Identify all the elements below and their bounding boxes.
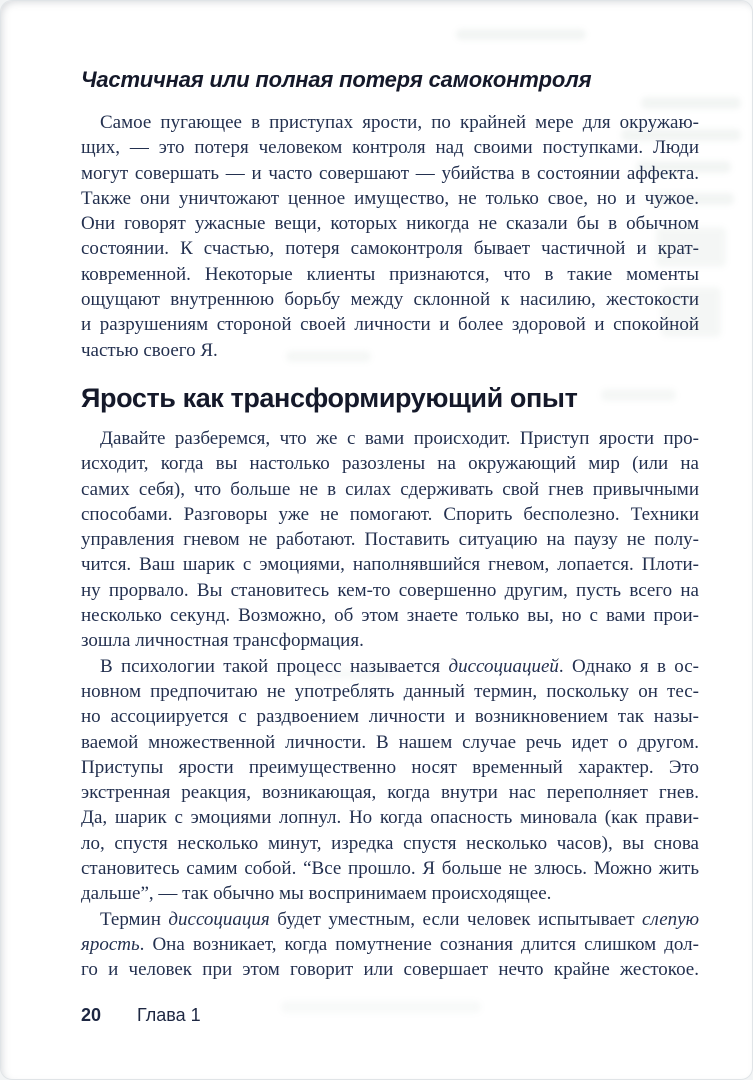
text-line: могут совершать — и часто совершают — убийства в состоянии аффекта. [81,162,699,184]
text-line: зошла личностная трансформация. [81,630,364,652]
showthrough-smudge [456,29,586,40]
text-line: ковременной. Некоторые клиенты признаются, что в такие моменты [81,263,699,285]
text-line: ваемой множественной личности. В нашем случае речь идет о другом. [81,731,699,753]
text-line: ло, спустя несколько минут, изредка спустя несколько часов), вы снова [81,832,699,854]
page-content [81,63,699,983]
paragraph [81,654,699,907]
text-line: и разрушениям стороной своей личности и более здоровой и спокойной [81,314,699,336]
text-line: Приступы ярости преимущественно носят временный характер. Это [81,756,699,778]
text-line: экстренная реакция, возникающая, когда внутри нас переполняет гнев. [81,782,699,804]
text-line: го и человек при этом говорит или совершает нечто крайне жестокое. [81,959,699,981]
text-line: ярость. Она возникает, когда помутнение сознания длится слишком дол- [81,933,699,955]
text-line: состоянии. К счастью, потеря самоконтроля бывает частичной и крат- [81,238,699,260]
paragraph [81,426,699,654]
text-line: частью своего Я. [81,339,218,361]
text-line: несколько секунд. Возможно, об этом знаете только вы, но с вами прои- [81,605,699,627]
showthrough-smudge [281,1001,481,1013]
text-line: становитесь самим собой. “Все прошло. Я больше не злюсь. Можно жить [81,858,699,880]
subsection-heading: Частичная или полная потеря самоконтроля [81,67,592,92]
paragraph [81,110,699,363]
text-line: новном предпочитаю не употреблять данный термин, поскольку он тес- [81,680,699,702]
text-line: Термин диссоциация будет уместным, если человек испытывает слепую [100,908,700,930]
text-line: Самое пугающее в приступах ярости, по крайней мере для окружаю- [100,112,699,133]
text-line: дальше”, — так обычно мы воспринимаем происходящее. [81,883,552,905]
text-line: управления гневом не работают. Поставить ситуацию на паузу не полу- [81,529,699,551]
text-line: щих, — это потеря человеком контроля над своими поступками. Люди [81,137,699,159]
text-line: ну прорвало. Вы становитесь кем-то совершенно другим, пусть всего на [81,579,699,601]
text-line: Также они уничтожают ценное имущество, не только свое, но и чужое. [81,187,699,209]
text-line: самих себя), что больше не в силах сдерживать свой гнев привычными [81,478,699,500]
text-line: исходит, когда вы настолько разозлены на окружающий мир (или на [81,453,699,475]
text-line: способами. Разговоры уже не помогают. Спорить бесполезно. Техники [81,503,699,525]
text-line: чится. Ваш шарик с эмоциями, наполнявшийся гневом, лопается. Плоти- [81,554,699,576]
text-line: Да, шарик с эмоциями лопнул. Но когда опасность миновала (как прави- [81,807,699,829]
chapter-label: Глава 1 [137,1005,201,1025]
page-footer [81,1005,201,1026]
section-heading: Ярость как трансформирующий опыт [81,382,578,413]
page-number: 20 [81,1005,102,1025]
text-line: ощущают внутреннюю борьбу между склонной к насилию, жестокости [81,289,699,311]
text-line: Давайте разберемся, что же с вами происходит. Приступ ярости про- [100,427,699,449]
paragraph [81,907,699,983]
text-line: но ассоциируется с раздвоением личности и возникновением так назы- [81,706,699,728]
text-line: Они говорят ужасные вещи, которых никогда не сказали бы в обычном [81,213,699,235]
text-line: В психологии такой процесс называется диссоциацией. Однако я в ос- [100,655,699,677]
